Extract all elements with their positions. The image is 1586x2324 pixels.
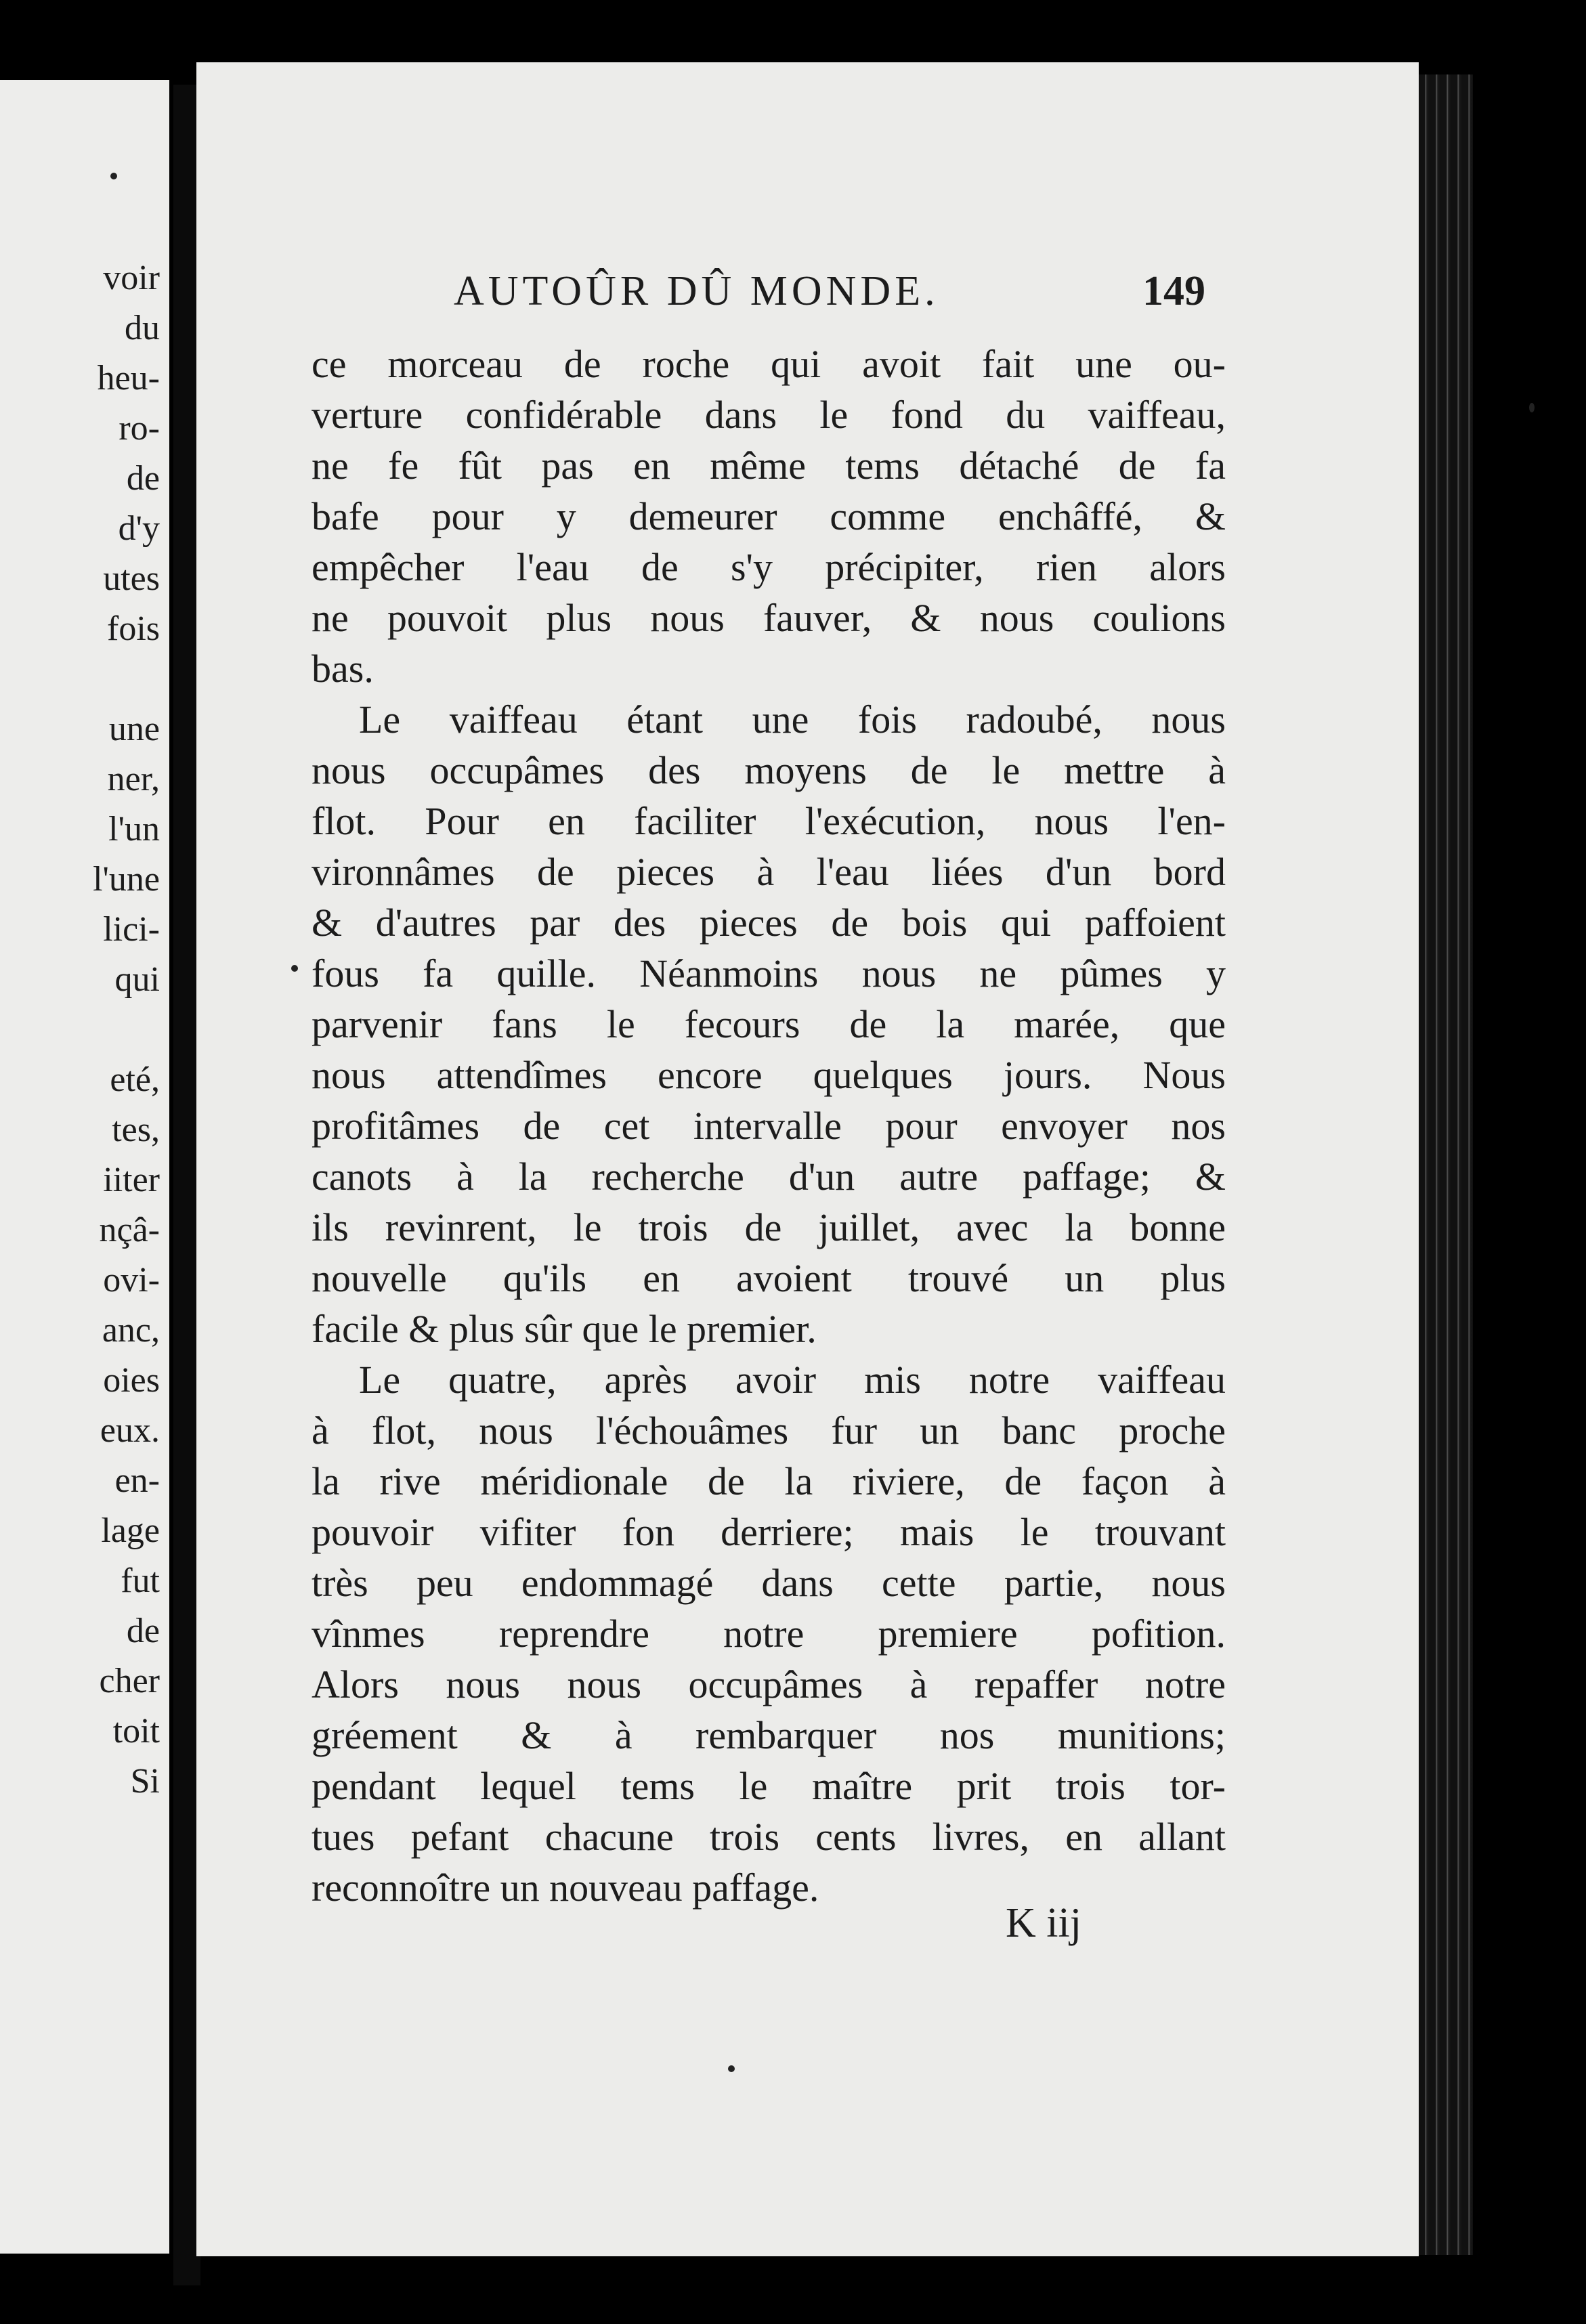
facing-page-line: ro-	[119, 409, 160, 448]
facing-page-line: d'y	[118, 509, 160, 548]
facing-page-line: eux.	[100, 1411, 160, 1450]
text-line: ce morceau de roche qui avoit fait une ou-	[312, 342, 1226, 386]
text-line: empêcher l'eau de s'y précipiter, rien alors	[312, 545, 1226, 589]
text-line: & d'autres par des pieces de bois qui paffoient	[312, 901, 1226, 945]
text-line: très peu endommagé dans cette partie, nous	[312, 1561, 1226, 1605]
text-line: la rive méridionale de la riviere, de façon à	[312, 1459, 1226, 1503]
facing-page-line: cher	[99, 1662, 160, 1700]
text-line: profitâmes de cet intervalle pour envoyer nos	[312, 1104, 1226, 1148]
text-line: canots à la recherche d'un autre paffage; &	[312, 1155, 1226, 1199]
signature-mark: K iij	[1006, 1900, 1081, 1946]
text-line: verture confidérable dans le fond du vaiffeau,	[312, 393, 1226, 437]
text-line: ne fe fût pas en même tems détaché de fa	[312, 444, 1226, 488]
facing-page-line: anc,	[102, 1311, 160, 1350]
facing-page-line: toit	[112, 1712, 160, 1750]
text-line: nous occupâmes des moyens de le mettre à	[312, 748, 1226, 792]
facing-page-line: une	[108, 710, 160, 748]
facing-page-line: de	[126, 1612, 160, 1650]
facing-page-line: tes,	[112, 1111, 160, 1149]
text-line: gréement & à rembarquer nos munitions;	[312, 1713, 1226, 1757]
facing-page-fragment	[0, 80, 169, 2254]
text-line: pouvoir vifiter fon derriere; mais le trouvant	[312, 1510, 1226, 1554]
text-line: bas.	[312, 647, 374, 691]
text-line: ne pouvoit plus nous fauver, & nous coulions	[312, 596, 1226, 640]
facing-page-line: nçâ-	[99, 1211, 160, 1249]
facing-page-line: en-	[114, 1461, 160, 1500]
facing-page-line: l'un	[108, 810, 160, 848]
facing-page-line: fois	[107, 609, 160, 648]
text-line: à flot, nous l'échouâmes fur un banc proche	[312, 1408, 1226, 1452]
ink-speck	[291, 965, 298, 972]
facing-page-line: lici-	[103, 910, 160, 949]
text-line: pendant lequel tems le maître prit trois tor-	[312, 1764, 1226, 1808]
facing-page-line: iiter	[103, 1161, 160, 1199]
facing-page-line: utes	[103, 559, 160, 598]
facing-page-line: de	[126, 459, 160, 498]
text-line: tues pefant chacune trois cents livres, en allant	[312, 1815, 1226, 1859]
facing-page-line: ner,	[107, 760, 160, 798]
facing-page-line: l'une	[93, 860, 160, 899]
text-line: ils revinrent, le trois de juillet, avec la bonne	[312, 1205, 1226, 1249]
facing-page-line: lage	[101, 1511, 160, 1550]
text-line: Alors nous nous occupâmes à repaffer notre	[312, 1662, 1226, 1706]
facing-page-line: qui	[114, 960, 160, 999]
page-number: 149	[1142, 268, 1205, 314]
paragraph	[312, 339, 1226, 694]
ink-speck	[110, 173, 117, 179]
text-line: nouvelle qu'ils en avoient trouvé un plus	[312, 1256, 1226, 1300]
facing-page-line: ovi-	[103, 1261, 160, 1299]
text-line: Le quatre, après avoir mis notre vaiffeau	[359, 1358, 1226, 1402]
facing-page-line: voir	[103, 259, 160, 297]
facing-page-line: heu-	[97, 359, 160, 397]
text-line: Le vaiffeau étant une fois radoubé, nous	[359, 697, 1226, 741]
ink-speck	[728, 2065, 735, 2072]
body-text	[312, 339, 1226, 1913]
text-line: vînmes reprendre notre premiere pofition.	[312, 1612, 1226, 1656]
running-head	[454, 267, 1205, 328]
paragraph	[312, 1354, 1226, 1913]
text-line: facile & plus sûr que le premier.	[312, 1307, 817, 1351]
page-edges	[1419, 74, 1473, 2255]
text-line: parvenir fans le fecours de la marée, que	[312, 1002, 1226, 1046]
facing-page-line: eté,	[110, 1060, 160, 1099]
text-line: reconnoître un nouveau paffage.	[312, 1866, 819, 1910]
facing-page-line: fut	[121, 1562, 160, 1600]
text-line: fous fa quille. Néanmoins nous ne pûmes y	[312, 951, 1226, 995]
text-line: nous attendîmes encore quelques jours. Nous	[312, 1053, 1226, 1097]
text-line: bafe pour y demeurer comme enchâffé, &	[312, 494, 1226, 538]
text-line: flot. Pour en faciliter l'exécution, nous l'en-	[312, 799, 1226, 843]
facing-page-line: Si	[130, 1762, 160, 1801]
facing-page-line: oies	[103, 1361, 160, 1400]
ink-speck	[1529, 403, 1535, 412]
running-head-title: AUTOÛR DÛ MONDE.	[454, 268, 939, 314]
facing-page-line: du	[125, 309, 160, 347]
paragraph	[312, 694, 1226, 1354]
text-line: vironnâmes de pieces à l'eau liées d'un bord	[312, 850, 1226, 894]
